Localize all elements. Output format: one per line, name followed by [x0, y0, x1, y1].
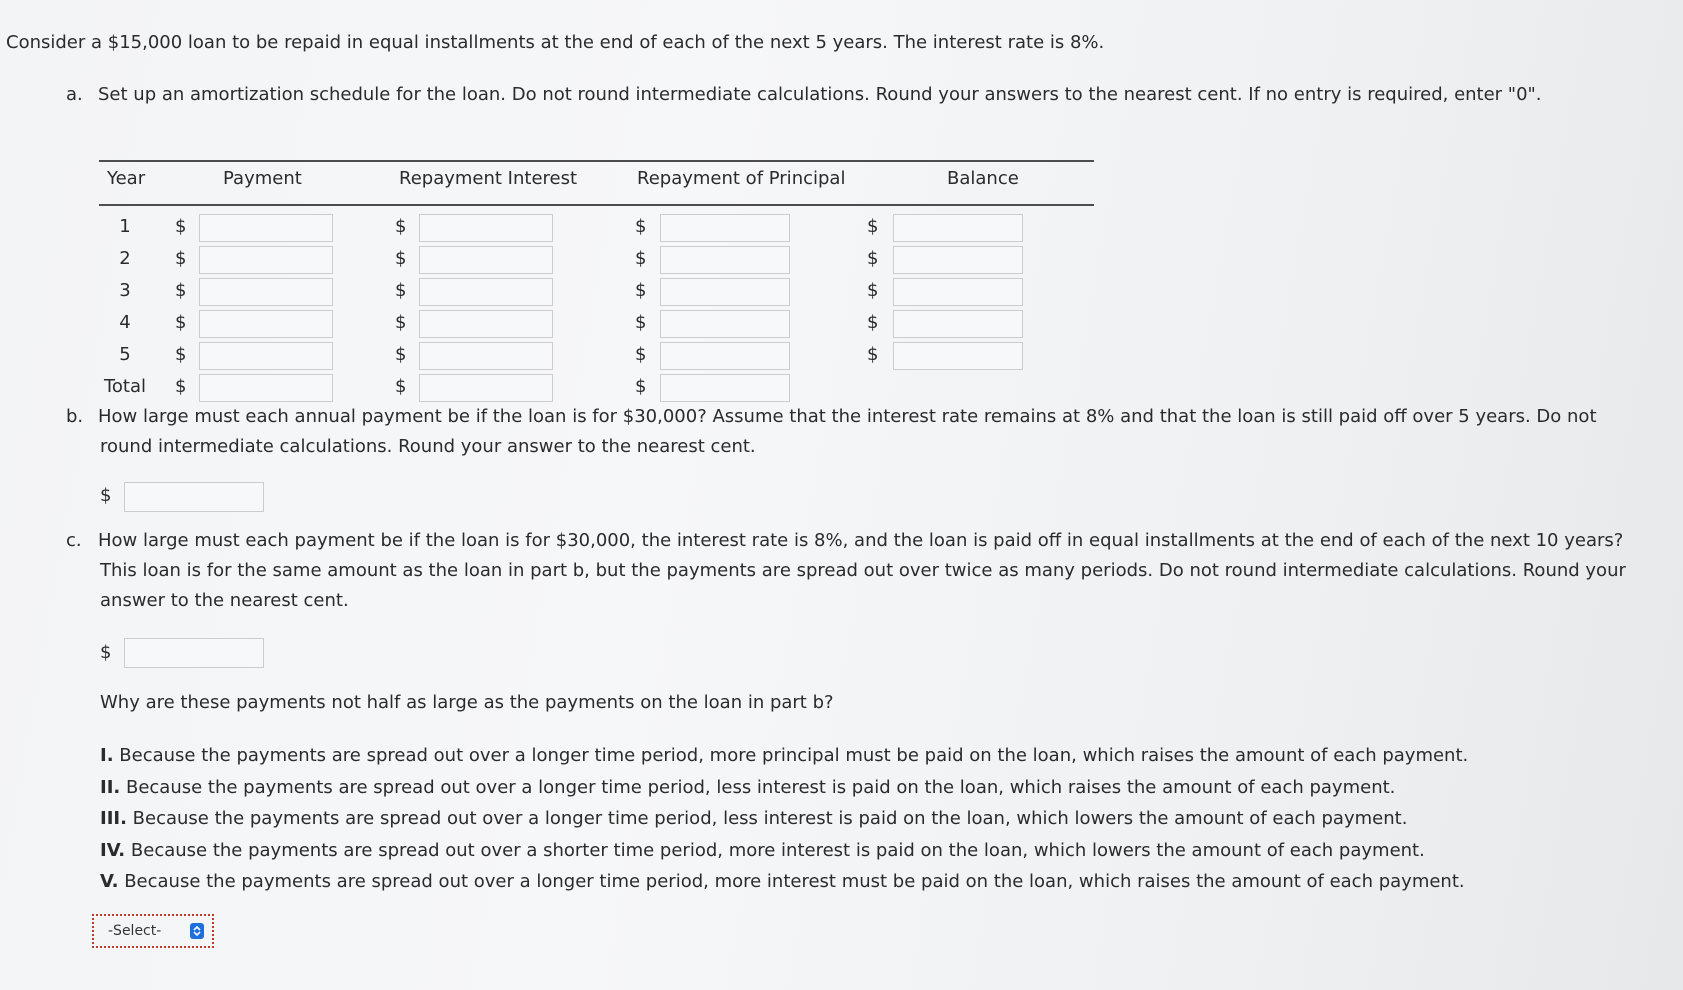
option-item	[100, 866, 1468, 898]
option-text: Because the payments are spread out over a longer time period, more principal must be paid on the loan, which raises the amount of each payment.	[119, 745, 1469, 766]
header-repayment-principal: Repayment of Principal	[637, 168, 846, 189]
principal-dollar: $	[635, 312, 647, 333]
payment-dollar: $	[175, 344, 187, 365]
principal-input-2[interactable]	[660, 246, 790, 274]
interest-dollar: $	[395, 312, 407, 333]
option-item	[100, 740, 1468, 772]
interest-input-3[interactable]	[419, 278, 553, 306]
header-year: Year	[107, 168, 146, 189]
option-text: Because the payments are spread out over a shorter time period, more interest is paid on the loan, which lowers the amount of each payment.	[130, 839, 1425, 861]
part-a-text: Set up an amortization schedule for the loan. Do not round intermediate calculations. Round your answers to the nearest cent. If no entry is required, enter "0".	[98, 84, 1542, 105]
year-cell: 1	[119, 216, 131, 237]
principal-input-4[interactable]	[660, 310, 790, 338]
balance-dollar: $	[867, 344, 879, 365]
select-label: -Select-	[108, 923, 162, 939]
payment-input-3[interactable]	[199, 278, 333, 306]
balance-input-5[interactable]	[893, 342, 1023, 370]
part-b-dollar: $	[100, 485, 112, 506]
principal-input-total[interactable]	[660, 374, 790, 402]
balance-input-3[interactable]	[893, 278, 1023, 306]
year-cell: 5	[119, 344, 131, 365]
interest-input-2[interactable]	[419, 246, 553, 274]
answer-options	[100, 740, 1468, 898]
interest-input-4[interactable]	[419, 310, 553, 338]
year-cell: 2	[119, 248, 131, 269]
interest-input-5[interactable]	[419, 342, 553, 370]
answer-select[interactable]	[92, 914, 214, 948]
part-b-answer-input[interactable]	[124, 482, 264, 512]
part-c	[66, 526, 1623, 556]
part-b-line1: How large must each annual payment be if the loan is for $30,000? Assume that the interest rate remains at 8% and that the loan is still paid off over 5 years. Do not	[98, 406, 1597, 427]
part-a	[66, 80, 1542, 110]
payment-input-1[interactable]	[199, 214, 333, 242]
interest-dollar: $	[395, 216, 407, 237]
option-text: Because the payments are spread out over a longer time period, more interest must be paid on the loan, which raises the amount of each payment.	[124, 871, 1465, 892]
balance-dollar: $	[867, 312, 879, 333]
principal-input-5[interactable]	[660, 342, 790, 370]
principal-dollar: $	[635, 376, 647, 397]
part-b	[66, 402, 1597, 432]
option-item	[100, 835, 1468, 867]
payment-input-2[interactable]	[199, 246, 333, 274]
part-c-line3: answer to the nearest cent.	[100, 590, 349, 611]
balance-dollar: $	[867, 280, 879, 301]
table-header-rule	[99, 204, 1094, 206]
payment-dollar: $	[175, 376, 187, 397]
option-text: Because the payments are spread out over a longer time period, less interest is paid on the loan, which lowers the amount of each payment.	[132, 808, 1408, 829]
balance-input-2[interactable]	[893, 246, 1023, 274]
principal-input-3[interactable]	[660, 278, 790, 306]
principal-dollar: $	[635, 248, 647, 269]
updown-arrow-icon	[190, 923, 204, 939]
principal-input-1[interactable]	[660, 214, 790, 242]
part-c-line1: How large must each payment be if the loan is for $30,000, the interest rate is 8%, and the loan is paid off in equal installments at the end of each of the next 10 years?	[98, 530, 1624, 551]
option-numeral: IV.	[100, 839, 126, 861]
option-numeral: I.	[100, 745, 114, 766]
header-payment: Payment	[223, 168, 302, 189]
interest-dollar: $	[395, 376, 407, 397]
interest-dollar: $	[395, 248, 407, 269]
select-control[interactable]	[98, 919, 208, 943]
interest-input-total[interactable]	[419, 374, 553, 402]
total-label: Total	[103, 376, 147, 397]
payment-input-4[interactable]	[199, 310, 333, 338]
part-c-dollar: $	[100, 642, 112, 663]
year-cell: 4	[119, 312, 131, 333]
payment-dollar: $	[175, 312, 187, 333]
header-repayment-interest: Repayment Interest	[399, 168, 578, 189]
balance-input-1[interactable]	[893, 214, 1023, 242]
part-a-label: a.	[66, 84, 83, 105]
option-item	[100, 772, 1468, 804]
balance-input-4[interactable]	[893, 310, 1023, 338]
principal-dollar: $	[635, 280, 647, 301]
principal-dollar: $	[635, 344, 647, 365]
part-b-line2: round intermediate calculations. Round your answer to the nearest cent.	[100, 436, 756, 457]
principal-dollar: $	[635, 216, 647, 237]
payment-input-5[interactable]	[199, 342, 333, 370]
part-c-line2: This loan is for the same amount as the loan in part b, but the payments are spread out over twice as many periods. Do not round intermediate calculations. Round your	[100, 560, 1626, 581]
payment-dollar: $	[175, 280, 187, 301]
part-c-label: c.	[66, 530, 82, 551]
balance-dollar: $	[867, 248, 879, 269]
why-question: Why are these payments not half as large as the payments on the loan in part b?	[100, 692, 834, 713]
option-numeral: II.	[100, 776, 121, 798]
payment-dollar: $	[175, 216, 187, 237]
option-numeral: V.	[100, 871, 119, 892]
part-b-label: b.	[66, 406, 84, 427]
option-numeral: III.	[100, 808, 127, 829]
header-balance: Balance	[947, 168, 1019, 189]
payment-dollar: $	[175, 248, 187, 269]
intro-text: Consider a $15,000 loan to be repaid in equal installments at the end of each of the next 5 years. The interest rate is 8%.	[6, 32, 1105, 53]
payment-input-total[interactable]	[199, 374, 333, 402]
part-c-answer-input[interactable]	[124, 638, 264, 668]
table-top-rule	[99, 160, 1094, 162]
option-item	[100, 803, 1468, 835]
interest-dollar: $	[395, 280, 407, 301]
balance-dollar: $	[867, 216, 879, 237]
interest-dollar: $	[395, 344, 407, 365]
interest-input-1[interactable]	[419, 214, 553, 242]
option-text: Because the payments are spread out over a longer time period, less interest is paid on the loan, which raises the amount of each payment.	[125, 776, 1396, 798]
year-cell: 3	[119, 280, 131, 301]
